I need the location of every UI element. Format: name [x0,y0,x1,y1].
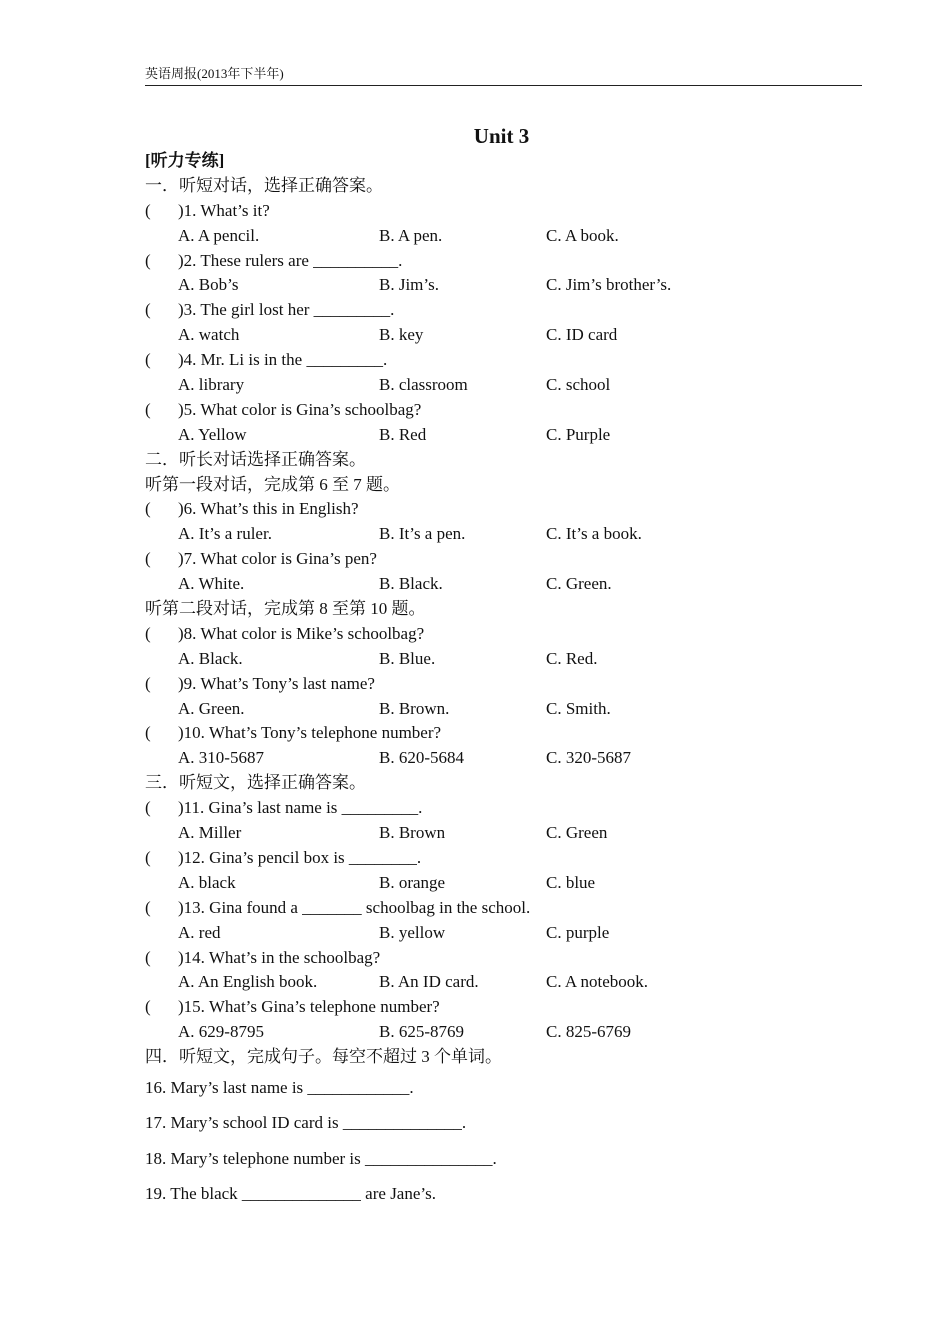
options-row [145,746,862,771]
option-a: A. An English book. [178,972,318,992]
question-list [145,199,862,448]
options-row [145,871,862,896]
question-stem: )11. Gina’s last name is _________. [178,798,423,818]
part-4 [145,1045,862,1212]
part-3 [145,771,862,1045]
options-row [145,273,862,298]
question-stem-row [145,298,862,323]
question-stem: )14. What’s in the schoolbag? [178,947,381,967]
option-a: A. 629-8795 [178,1022,264,1042]
option-b: B. 625-8769 [379,1022,464,1042]
question-stem: )7. What color is Gina’s pen? [178,549,377,569]
option-a: A. black [178,872,236,892]
option-a: A. Bob’s [178,275,239,295]
fill-in-sentence: 18. Mary’s telephone number is _______________. [145,1148,497,1168]
page-title: Unit 3 [473,124,530,148]
option-c: C. blue [546,872,596,892]
question-stem: )5. What color is Gina’s schoolbag? [178,399,422,419]
question-stem-row [145,622,862,647]
fill-in-sentence: 17. Mary’s school ID card is ______________. [145,1113,467,1133]
options-row [145,921,862,946]
question-stem-row [145,398,862,423]
option-a: A. A pencil. [178,225,260,245]
option-a: A. Green. [178,698,245,718]
question-list [145,796,862,1045]
question-stem-row [145,199,862,224]
part-1 [145,174,862,448]
part-heading: 四．听短文，完成句子。每空不超过 3 个单词。 [145,1047,502,1067]
option-b: B. A pen. [379,225,443,245]
answer-paren: ( [145,250,151,270]
option-c: C. school [546,375,611,395]
answer-paren: ( [145,947,151,967]
question-stem-row [145,497,862,522]
question-stem-row [145,672,862,697]
option-b: B. Red [379,424,427,444]
question-stem-row [145,796,862,821]
question-stem: )10. What’s Tony’s telephone number? [178,723,442,743]
part-2 [145,448,862,772]
question-stem: )1. What’s it? [178,200,270,220]
option-c: C. Green [546,823,608,843]
option-a: A. It’s a ruler. [178,524,272,544]
option-c: C. ID card [546,325,618,345]
question-stem: )2. These rulers are __________. [178,250,403,270]
question-stem-row [145,995,862,1020]
options-row [145,647,862,672]
question-stem: )3. The girl lost her _________. [178,300,395,320]
option-c: C. 825-6769 [546,1022,631,1042]
section-label: [听力专练] [145,151,225,170]
question-stem: )9. What’s Tony’s last name? [178,673,375,693]
option-c: C. It’s a book. [546,524,642,544]
option-a: A. watch [178,325,240,345]
fill-in-list [145,1070,862,1212]
header-text: 英语周报(2013年下半年) [145,66,284,81]
part-heading: 一．听短对话，选择正确答案。 [145,175,383,195]
answer-paren: ( [145,623,151,643]
option-b: B. Brown. [379,698,450,718]
fill-in-sentence: 19. The black ______________ are Jane’s. [145,1184,436,1204]
option-b: B. Black. [379,574,443,594]
option-b: B. yellow [379,922,446,942]
worksheet [145,123,862,1212]
option-b: B. Brown [379,823,446,843]
options-row [145,970,862,995]
dialog-instruction: 听第二段对话，完成第 8 至第 10 题。 [145,599,426,619]
answer-paren: ( [145,350,151,370]
options-row [145,323,862,348]
option-c: C. 320-5687 [546,748,631,768]
options-row [145,522,862,547]
question-stem-row [145,547,862,572]
question-stem-row [145,348,862,373]
answer-paren: ( [145,897,151,917]
fill-in-sentence: 16. Mary’s last name is ____________. [145,1077,414,1097]
dialog-instruction: 听第一段对话，完成第 6 至 7 题。 [145,474,400,494]
part-heading: 三．听短文，选择正确答案。 [145,773,366,793]
option-a: A. library [178,375,245,395]
answer-paren: ( [145,673,151,693]
option-c: C. A notebook. [546,972,649,992]
options-row [145,821,862,846]
option-c: C. Purple [546,424,611,444]
option-b: B. orange [379,872,446,892]
option-b: B. key [379,325,424,345]
option-c: C. Red. [546,648,598,668]
question-list [145,622,862,771]
option-a: A. White. [178,574,245,594]
question-stem: )8. What color is Mike’s schoolbag? [178,623,425,643]
option-a: A. red [178,922,221,942]
question-stem-row [145,249,862,274]
answer-paren: ( [145,723,151,743]
part-heading: 二．听长对话选择正确答案。 [145,449,366,469]
option-a: A. Miller [178,823,242,843]
option-c: C. purple [546,922,610,942]
option-b: B. An ID card. [379,972,479,992]
option-c: C. Green. [546,574,612,594]
option-a: A. Yellow [178,424,247,444]
option-b: B. classroom [379,375,468,395]
options-row [145,373,862,398]
option-a: A. 310-5687 [178,748,264,768]
option-b: B. It’s a pen. [379,524,466,544]
question-stem: )15. What’s Gina’s telephone number? [178,997,440,1017]
answer-paren: ( [145,847,151,867]
options-row [145,1020,862,1045]
answer-paren: ( [145,200,151,220]
option-c: C. Smith. [546,698,611,718]
question-stem-row [145,946,862,971]
answer-paren: ( [145,798,151,818]
option-b: B. Jim’s. [379,275,439,295]
options-row [145,697,862,722]
option-b: B. 620-5684 [379,748,464,768]
option-a: A. Black. [178,648,243,668]
options-row [145,224,862,249]
answer-paren: ( [145,499,151,519]
option-c: C. Jim’s brother’s. [546,275,672,295]
options-row [145,572,862,597]
question-stem: )12. Gina’s pencil box is ________. [178,847,422,867]
answer-paren: ( [145,399,151,419]
answer-paren: ( [145,549,151,569]
answer-paren: ( [145,300,151,320]
option-c: C. A book. [546,225,619,245]
question-stem-row [145,896,862,921]
question-stem-row [145,721,862,746]
question-stem-row [145,846,862,871]
question-list [145,497,862,597]
question-stem: )4. Mr. Li is in the _________. [178,350,388,370]
question-stem: )13. Gina found a _______ schoolbag in the school. [178,897,531,917]
option-b: B. Blue. [379,648,436,668]
page-header [145,66,862,86]
options-row [145,423,862,448]
question-stem: )6. What’s this in English? [178,499,359,519]
answer-paren: ( [145,997,151,1017]
